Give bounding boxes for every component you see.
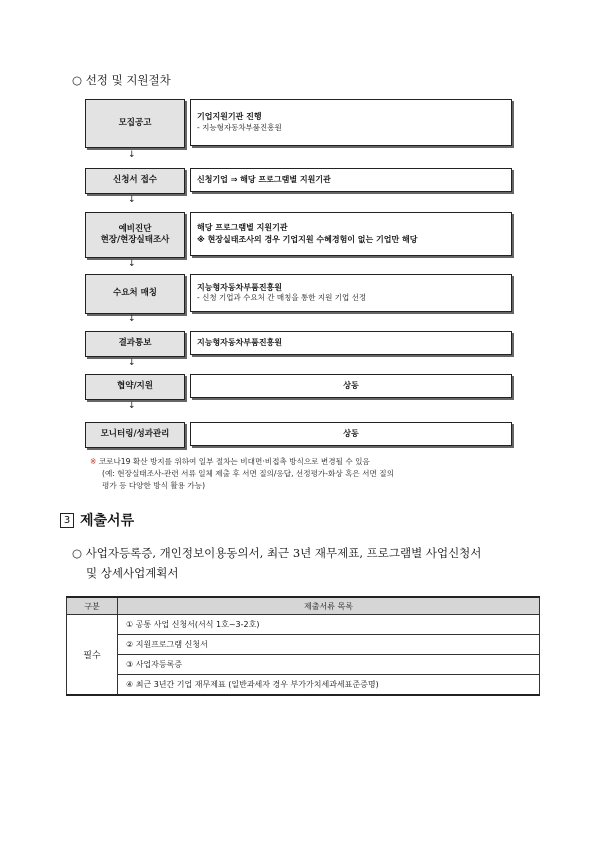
step-box-agreement: 협약/지원 — [85, 374, 185, 400]
doc-item: ① 공통 사업 신청서(서식 1호~3-2호) — [118, 615, 540, 635]
section-number: 3 — [60, 513, 74, 528]
step-desc-diagnosis — [190, 212, 512, 256]
documents-paragraph — [72, 543, 542, 583]
step-desc-main: 해당 프로그램별 지원기관 — [197, 223, 288, 233]
doc-item: ② 지원프로그램 신청서 — [118, 635, 540, 655]
section-heading — [60, 510, 134, 530]
note-line2: (예: 현장실태조사-관련 서류 일체 제출 후 서면 질의/응답, 선정평가-화상 혹은 서면 질의 — [102, 468, 394, 478]
doc-item: ④ 최근 3년간 기업 재무제표 (일반과세자 경우 부가가치세과세표준증명) — [118, 675, 540, 696]
down-arrow-icon: ↓ — [128, 150, 136, 160]
note-line3: 평가 등 다양한 방식 활용 가능) — [102, 480, 206, 490]
step-desc-monitoring — [190, 422, 512, 446]
step-box-application: 신청서 접수 — [85, 168, 185, 194]
table-row — [67, 655, 540, 675]
step-label-line1: 예비진단 — [118, 223, 152, 234]
down-arrow-icon: ↓ — [128, 401, 136, 411]
header-category: 구분 — [67, 597, 118, 615]
step-desc-application — [190, 168, 512, 192]
step-desc-recruitment — [190, 99, 512, 146]
note-mark: ※ — [90, 457, 97, 466]
step-box-recruitment: 모집공고 — [85, 99, 185, 148]
step-label-line2: 현장/현장실태조사 — [100, 235, 170, 245]
table-row — [67, 615, 540, 635]
step-desc-main: 지능형자동차부품진흥원 — [197, 282, 283, 292]
table-row — [67, 635, 540, 655]
step-desc-main: 기업지원기관 진행 — [197, 112, 262, 122]
step-desc-main: 상동 — [343, 429, 359, 439]
step-box-diagnosis — [85, 212, 185, 258]
step-box-monitoring: 모니터링/성과관리 — [85, 422, 185, 448]
step-desc-agreement — [190, 374, 512, 398]
header-doc-list: 제출서류 목록 — [118, 597, 540, 615]
paragraph-line1: ○ 사업자등록증, 개인정보이용동의서, 최근 3년 재무제표, 프로그램별 사업신청서 — [72, 546, 482, 560]
step-desc-sub: - 지능형자동차부품진흥원 — [197, 122, 282, 132]
step-desc-sub: - 신청 기업과 수요처 간 매칭을 통한 지원 기업 선정 — [197, 293, 367, 303]
covid-note — [90, 456, 394, 491]
step-desc-main: 상동 — [343, 381, 359, 391]
down-arrow-icon: ↓ — [128, 358, 136, 368]
step-desc-sub: ※ 현장실태조사의 경우 기업지원 수혜경험이 없는 기업만 해당 — [197, 235, 418, 244]
paragraph-line2: 및 상세사업계획서 — [86, 566, 179, 581]
down-arrow-icon: ↓ — [128, 195, 136, 205]
table-row — [67, 675, 540, 696]
section-title: ○ 선정 및 지원절차 — [72, 73, 171, 87]
step-box-result: 결과통보 — [85, 331, 185, 357]
down-arrow-icon: ↓ — [128, 314, 136, 324]
doc-item: ③ 사업자등록증 — [118, 655, 540, 675]
documents-table — [66, 596, 540, 696]
section-heading-title: 제출서류 — [80, 513, 135, 529]
step-desc-matching — [190, 274, 512, 312]
table-header-row — [67, 597, 540, 615]
down-arrow-icon: ↓ — [128, 259, 136, 269]
step-box-matching: 수요처 매칭 — [85, 274, 185, 314]
note-line1: 코로나19 확산 방지를 위하여 일부 절차는 비대면·비접촉 방식으로 변경될 수 있음 — [98, 457, 370, 466]
step-desc-result — [190, 331, 512, 355]
step-desc-main: 신청기업 ⇒ 해당 프로그램별 지원기관 — [197, 175, 331, 185]
category-cell: 필수 — [67, 615, 118, 696]
step-desc-main: 지능형자동차부품진흥원 — [197, 338, 283, 348]
